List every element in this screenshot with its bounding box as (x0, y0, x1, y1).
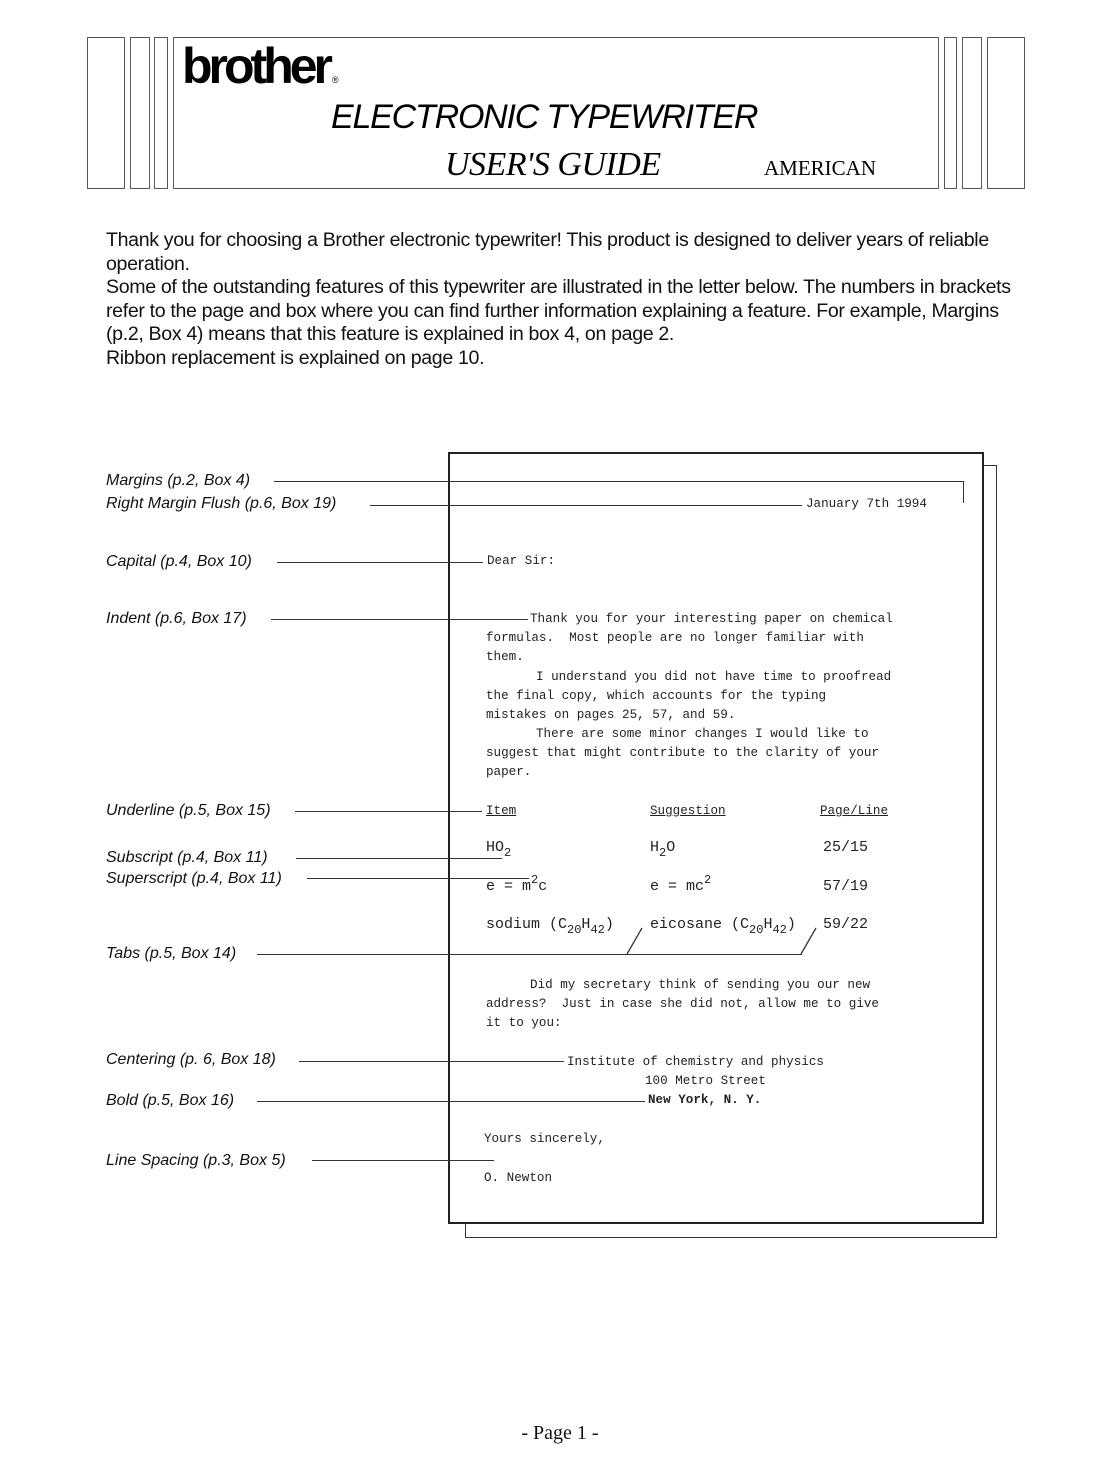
region-label: AMERICAN (764, 156, 877, 180)
table-cell-suggestion (650, 915, 796, 935)
table-cell-suggestion (650, 838, 675, 858)
address-line-1: Institute of chemistry and physics (567, 1055, 824, 1069)
leader-line-right-flush (370, 505, 802, 506)
subscript-text: 20 (749, 923, 764, 937)
cell-text: ) (604, 916, 614, 933)
table-cell-page-line: 59/22 (823, 916, 869, 933)
leader-line-capital (277, 562, 483, 563)
leader-line-margins (274, 481, 964, 482)
subscript-text: 2 (504, 846, 512, 860)
callout-centering: Centering (p. 6, Box 18) (106, 1051, 276, 1068)
leader-line-line-spacing (312, 1160, 494, 1161)
letter-line: formulas. Most people are no longer familiar with (486, 631, 864, 646)
leader-line-margins-tick (963, 481, 964, 503)
intro-paragraph: Ribbon replacement is explained on page 10. (106, 346, 485, 369)
decorative-stripe-box (987, 37, 1025, 189)
subscript-text: 2 (659, 846, 667, 860)
decorative-stripe-box (944, 37, 957, 189)
registered-mark: ® (332, 75, 339, 85)
cell-text: e = m (486, 878, 532, 895)
callout-margins: Margins (p.2, Box 4) (106, 472, 251, 489)
guide-title: USER'S GUIDE (445, 146, 661, 183)
table-cell-item (486, 873, 548, 897)
letter-paragraph-2 (486, 668, 966, 726)
table-header-item: Item (486, 804, 517, 818)
letter-salutation: Dear Sir: (487, 554, 556, 568)
callout-subscript: Subscript (p.4, Box 11) (106, 849, 268, 866)
subscript-text: 42 (590, 923, 605, 937)
decorative-stripe-box (87, 37, 125, 189)
callout-tabs: Tabs (p.5, Box 14) (106, 945, 237, 962)
letter-line: There are some minor changes I would like to (536, 727, 869, 741)
table-cell-page-line: 25/15 (823, 839, 869, 856)
leader-line-subscript (296, 858, 502, 859)
letter-line: the final copy, which accounts for the typing (486, 689, 827, 704)
product-title: ELECTRONIC TYPEWRITER (331, 98, 758, 136)
subscript-text: 20 (567, 923, 582, 937)
callout-line-spacing: Line Spacing (p.3, Box 5) (106, 1152, 286, 1169)
address-line-3: New York, N. Y. (648, 1093, 762, 1107)
callout-capital: Capital (p.4, Box 10) (106, 553, 252, 570)
table-cell-item (486, 915, 614, 935)
leader-line-underline (295, 811, 482, 812)
cell-text: e = mc (650, 878, 705, 895)
leader-line-bold (257, 1101, 645, 1102)
brand-logo (182, 38, 339, 108)
decorative-stripe-box (130, 37, 150, 189)
callout-indent: Indent (p.6, Box 17) (106, 610, 247, 627)
superscript-text: 2 (704, 873, 712, 887)
letter-date: January 7th 1994 (806, 497, 927, 511)
brand-name: brother (182, 38, 329, 94)
decorative-stripe-box (154, 37, 168, 189)
cell-text: eicosane (C (650, 916, 750, 933)
leader-line-centering (299, 1061, 564, 1062)
cell-text: H (581, 916, 591, 933)
page-number: - Page 1 - (521, 1422, 599, 1444)
letter-line: it to you: (486, 1016, 562, 1031)
cell-text: HO (486, 839, 505, 856)
callout-superscript: Superscript (p.4, Box 11) (106, 870, 282, 887)
table-cell-suggestion (650, 873, 712, 897)
table-cell-page-line: 57/19 (823, 878, 869, 895)
intro-paragraph: Some of the outstanding features of this typewriter are illustrated in the letter below. The numbers in brackets refer to the page and box where you can find further information explaining a feature. For example, Margins (p.2, Box 4) means that this feature is explained in box 4, on page 2. (106, 276, 1011, 345)
address-line-2: 100 Metro Street (645, 1074, 766, 1088)
letter-closing: Yours sincerely, (484, 1132, 605, 1146)
letter-paragraph-3 (486, 725, 966, 783)
letter-paragraph-4 (486, 976, 966, 1034)
letter-line: mistakes on pages 25, 57, and 59. (486, 708, 736, 723)
cell-text: ) (786, 916, 796, 933)
callout-bold: Bold (p.5, Box 16) (106, 1092, 235, 1109)
letter-signature: O. Newton (484, 1171, 553, 1185)
superscript-text: 2 (531, 873, 539, 887)
letter-line: Did my secretary think of sending you our new (530, 978, 871, 992)
letter-paragraph-1 (486, 610, 966, 668)
cell-text: O (666, 839, 676, 856)
cell-text: c (538, 878, 548, 895)
letter-line: I understand you did not have time to proofread (536, 670, 892, 684)
letter-line: paper. (486, 765, 532, 780)
intro-paragraph: Thank you for choosing a Brother electronic typewriter! This product is designed to deliver years of reliable operation. (106, 229, 989, 275)
table-header-page-line: Page/Line (820, 804, 889, 818)
letter-line: them. (486, 650, 524, 665)
table-header-suggestion: Suggestion (650, 804, 726, 818)
table-cell-item (486, 838, 511, 858)
cell-text: H (763, 916, 773, 933)
cell-text: sodium (C (486, 916, 568, 933)
decorative-stripe-box (962, 37, 982, 189)
subscript-text: 42 (772, 923, 787, 937)
letter-line: Thank you for your interesting paper on chemical (530, 612, 893, 626)
callout-right-margin-flush: Right Margin Flush (p.6, Box 19) (106, 495, 337, 512)
letter-line: suggest that might contribute to the clarity of your (486, 746, 879, 761)
intro-text (106, 229, 1011, 370)
callout-underline: Underline (p.5, Box 15) (106, 802, 271, 819)
cell-text: H (650, 839, 660, 856)
letter-line: address? Just in case she did not, allow me to give (486, 997, 879, 1012)
